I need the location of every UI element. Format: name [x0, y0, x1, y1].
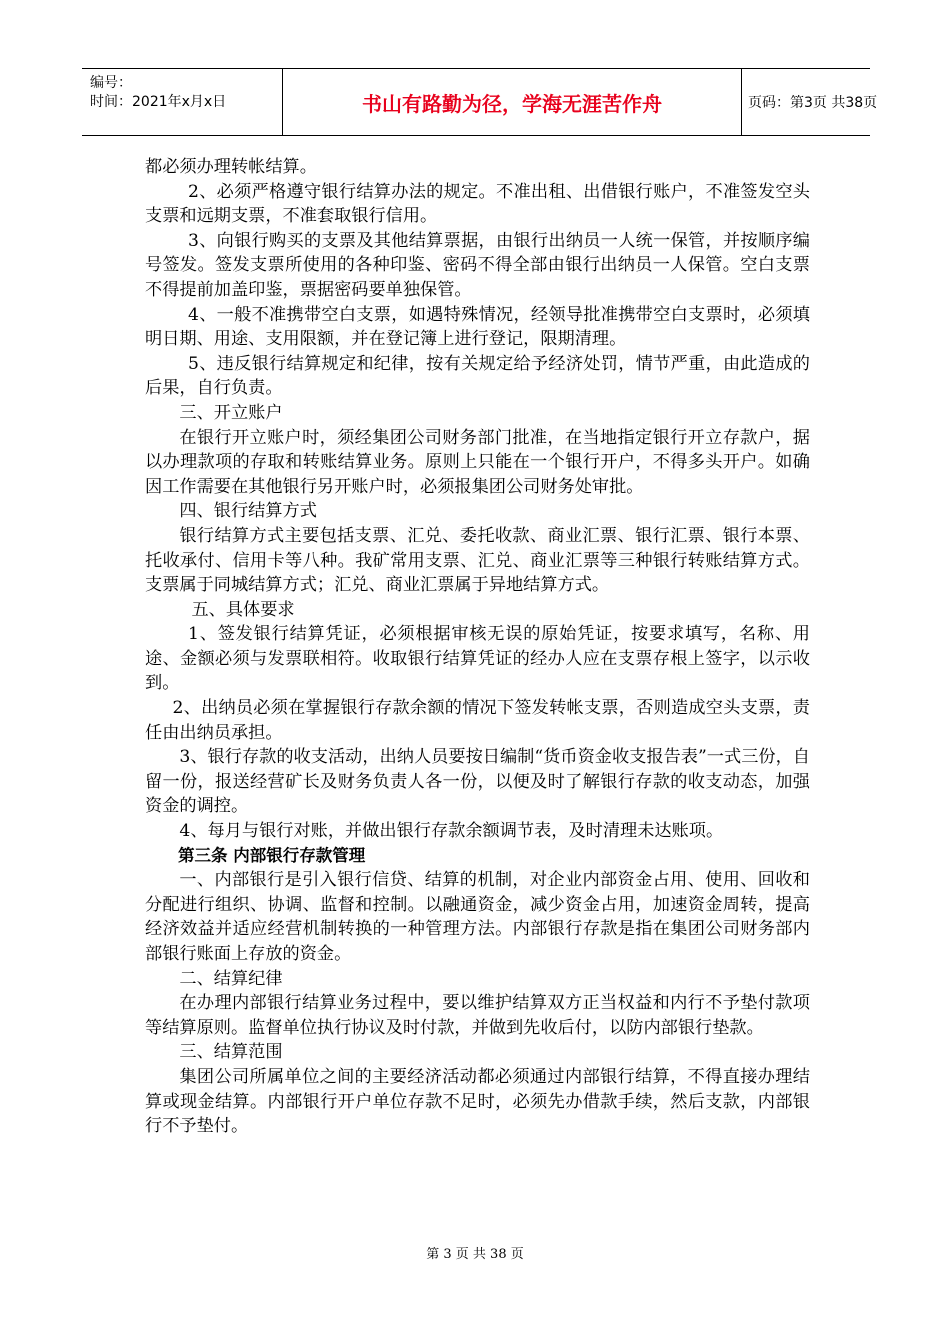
section-heading: 五、具体要求: [191, 599, 295, 620]
header-page-label: 页码：第3页 共38页: [748, 95, 878, 111]
paragraph: 银行结算方式主要包括支票、汇兑、委托收款、商业汇票、银行汇票、银行本票、托收承付、信用卡等八种。我矿常用支票、汇兑、商业汇票等三种银行转账结算方式。支票属于同城结算方式；汇兑、商业汇票属于异地结算方式。: [145, 525, 810, 596]
paragraph: 都必须办理转帐结算。: [145, 157, 317, 177]
page-footer: 第 3 页 共 38 页: [426, 1247, 524, 1262]
paragraph: 一、内部银行是引入银行信贷、结算的机制，对企业内部资金占用、使用、回收和分配进行组织、协调、监督和控制。以融通资金，减少资金占用，加速资金周转，提高经济效益并适应经营机制转换的一种管理方法。内部银行存款是指在集团公司财务部内部银行账面上存放的资金。: [145, 870, 810, 964]
header-meta: [82, 69, 282, 135]
doc-time-label: 时间：2021年x月x日: [90, 94, 227, 110]
section-heading: 二、结算纪律: [179, 968, 283, 989]
header-motto-cell: [282, 69, 742, 135]
paragraph: 集团公司所属单位之间的主要经济活动都必须通过内部银行结算，不得直接办理结算或现金结算。内部银行开户单位存款不足时，必须先办借款手续，然后支款，内部银行不予垫付。: [145, 1066, 810, 1137]
header-page-cell: [740, 69, 878, 135]
section-heading: 三、结算范围: [179, 1042, 283, 1063]
paragraph: 2、出纳员必须在掌握银行存款余额的情况下签发转帐支票，否则造成空头支票，责任由出纳员承担。: [145, 698, 810, 743]
paragraph: 5、违反银行结算规定和纪律，按有关规定给予经济处罚，情节严重，由此造成的后果，自行负责。: [145, 353, 810, 399]
paragraph: 4、一般不准携带空白支票，如遇特殊情况，经领导批准携带空白支票时，必须填明日期、用途、支用限额，并在登记簿上进行登记，限期清理。: [145, 304, 810, 350]
document-body: [145, 155, 810, 1139]
paragraph: 2、必须严格遵守银行结算办法的规定。不准出租、出借银行账户，不准签发空头支票和远期支票，不准套取银行信用。: [145, 181, 810, 227]
paragraph: 3、银行存款的收支活动，出纳人员要按日编制“货币资金收支报告表”一式三份，自留一份，报送经营矿长及财务负责人各一份，以便及时了解银行存款的收支动态，加强资金的调控。: [145, 747, 810, 817]
paragraph: 3、向银行购买的支票及其他结算票据，由银行出纳员一人统一保管，并按顺序编号签发。签发支票所使用的各种印鉴、密码不得全部由银行出纳员一人保管。空白支票不得提前加盖印鉴，票据密码要单独保管。: [145, 230, 810, 300]
header-motto: 书山有路勤为径，学海无涯苦作舟: [362, 91, 662, 116]
doc-code-label: 编号：: [90, 75, 132, 91]
paragraph: 4、每月与银行对账，并做出银行存款余额调节表，及时清理未达账项。: [179, 821, 724, 842]
paragraph: 1、签发银行结算凭证，必须根据审核无误的原始凭证，按要求填写，名称、用途、金额必须与发票联相符。收取银行结算凭证的经办人应在支票存根上签字，以示收到。: [145, 624, 810, 694]
section-heading: 四、银行结算方式: [179, 501, 317, 522]
article-heading: 第三条 内部银行存款管理: [178, 845, 366, 865]
section-heading: 三、开立账户: [179, 402, 283, 423]
paragraph: 在银行开立账户时，须经集团公司财务部门批准，在当地指定银行开立存款户，据以办理款项的存取和转账结算业务。原则上只能在一个银行开户，不得多头开户。如确因工作需要在其他银行另开账户时，必须报集团公司财务处审批。: [145, 427, 810, 497]
paragraph: 在办理内部银行结算业务过程中，要以维护结算双方正当权益和内行不予垫付款项等结算原则。监督单位执行协议及时付款，并做到先收后付，以防内部银行垫款。: [145, 993, 810, 1038]
page-header: [82, 68, 878, 136]
